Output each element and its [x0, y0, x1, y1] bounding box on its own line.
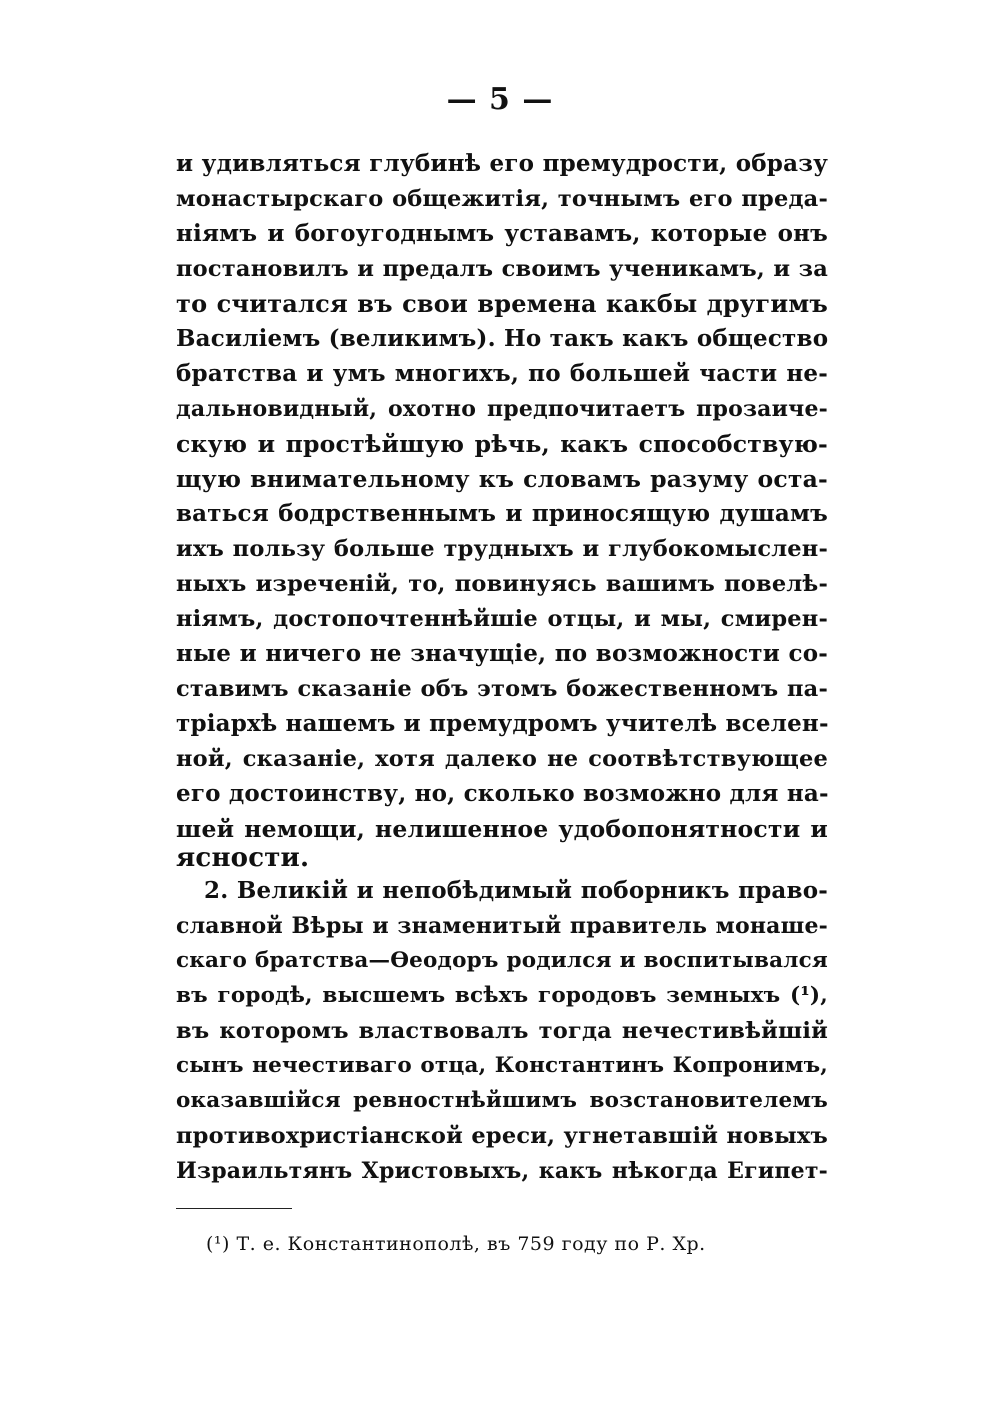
footnote: (¹) Т. е. Константинополѣ, въ 759 году по Р. Хр.	[206, 1233, 706, 1255]
text-line-8: дальновидный, охотно предпочитаетъ прозаиче-	[176, 396, 828, 422]
text-line-1: и удивляться глубинѣ его премудрости, образу	[176, 150, 828, 177]
text-line-30: Израильтянъ Христовыхъ, какъ нѣкогда Египет-	[176, 1158, 828, 1184]
footnote-divider	[176, 1208, 292, 1209]
text-line-22: 2. Великій и непобѣдимый поборникъ право-	[204, 877, 828, 904]
text-line-12: ихъ пользу больше трудныхъ и глубокомыслен-	[176, 536, 828, 562]
text-line-16: ставимъ сказаніе объ этомъ божественномъ па-	[176, 676, 828, 702]
text-line-28: оказавшійся ревностнѣйшимъ возстановителемъ	[176, 1088, 828, 1113]
text-line-26: въ которомъ властвовалъ тогда нечестивѣйшій	[176, 1018, 828, 1044]
text-line-15: ные и ничего не значущіе, по возможности со-	[176, 640, 828, 667]
text-line-20: шей немощи, нелишенное удобопонятности и	[176, 815, 828, 843]
text-line-17: тріархѣ нашемъ и премудромъ учителѣ вселен-	[176, 710, 829, 737]
text-line-11: ваться бодрственнымъ и приносящую душамъ	[176, 500, 828, 527]
text-line-18: ной, сказаніе, хотя далеко не соотвѣтствующее	[176, 746, 828, 772]
text-line-4: постановилъ и предалъ своимъ ученикамъ, и за	[176, 256, 828, 282]
text-line-23: славной Вѣры и знаменитый правитель монаше-	[176, 913, 828, 939]
page-number: — 5 —	[446, 82, 554, 117]
text-line-3: ніямъ и богоугоднымъ уставамъ, которые онъ	[176, 220, 828, 247]
text-line-27: сынъ нечестиваго отца, Константинъ Копронимъ,	[176, 1053, 828, 1078]
text-line-10: щую внимательному къ словамъ разуму оста-	[176, 465, 828, 493]
text-line-13: ныхъ изреченій, то, повинуясь вашимъ повелѣ-	[176, 571, 828, 597]
text-line-14: ніямъ, достопочтеннѣйшіе отцы, и мы, смирен-	[176, 606, 828, 632]
text-line-5: то считался въ свои времена какбы другимъ	[176, 289, 828, 318]
text-line-29: противохристіанской ереси, угнетавшій новыхъ	[176, 1123, 828, 1149]
text-line-9: скую и простѣйшую рѣчь, какъ способствую-	[176, 430, 828, 458]
text-line-2: монастырскаго общежитія, точнымъ его преда-	[176, 186, 828, 212]
text-line-6: Василіемъ (великимъ). Но такъ какъ общество	[176, 325, 829, 352]
text-line-25: въ городѣ, высшемъ всѣхъ городовъ земныхъ (¹),	[176, 983, 828, 1008]
text-line-21: ясности.	[176, 843, 310, 873]
text-line-19: его достоинству, но, сколько возможно для на-	[176, 780, 829, 807]
text-line-7: братства и умъ многихъ, по большей части не-	[176, 360, 828, 387]
text-line-24: скаго братства—Ѳеодоръ родился и воспитывался	[176, 948, 828, 973]
